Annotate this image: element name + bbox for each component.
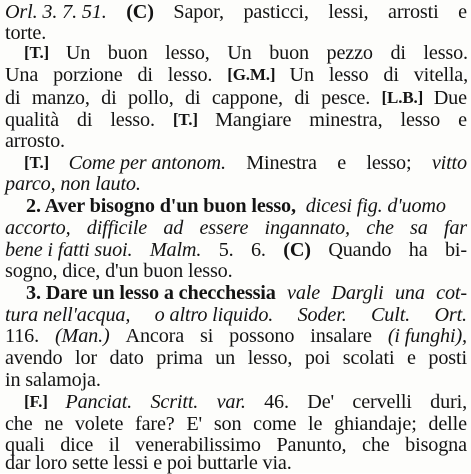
word: le [308,413,328,435]
text-line [24,391,467,413]
word: porzione [53,64,128,86]
word: il [108,434,125,456]
source-tag: [L.B.] [381,88,428,107]
text-line [5,413,467,435]
word: lesso. [167,64,218,86]
text-line [24,152,467,174]
word: di [5,87,26,109]
word: volete [74,413,129,435]
word: che [362,434,395,456]
sense-heading: 2. Aver bisogno d'un buon lesso, [26,195,301,217]
word: 6. [250,239,271,261]
text-line [26,195,471,217]
text-line [5,217,467,239]
word: cervelli [352,391,417,413]
word: cot- [436,282,467,304]
text-line [5,260,470,282]
definition-text: bene i fatti suoi. [5,239,138,261]
citation-ref: Panciat. [65,391,137,413]
word: Una [5,64,44,86]
word: prima [156,347,208,369]
text-line [26,282,467,304]
word: lesso, [247,347,298,369]
word: pesce. [321,87,376,109]
sense-heading: 3. Dare un lesso a checchessia [26,282,281,304]
citation-ref: Orl. 3. 7. 51. [5,1,112,23]
word: di [185,87,206,109]
word: Dargli [331,282,389,304]
text-line [5,87,467,109]
word: Un [227,42,257,64]
word: di [76,109,98,131]
source-tag: [T.] [24,153,54,172]
definition-text: parco, non lauto. [5,173,141,195]
word: e [458,1,467,23]
text-line [5,109,467,131]
word: lor [74,347,102,369]
word: ingannato, [264,217,355,239]
citation-ref: Soder. [297,304,352,326]
word: di [383,64,404,86]
word: quali [5,434,50,456]
word: vitto [431,152,467,174]
word: sogno, dice, d'un buon lesso. [5,260,233,282]
word: ne [44,413,68,435]
word: delle [428,413,467,435]
word: far [443,217,467,239]
word: Panunto, [276,434,352,456]
word: De' [307,391,339,413]
word: Quando [328,239,397,261]
citation-ref: var. [216,391,251,413]
word: essere [199,217,254,239]
citation-ref: Scritt. [150,391,204,413]
word: di [294,87,315,109]
word: pasticci, [243,1,314,23]
word: sa [410,217,433,239]
word: avendo [5,347,68,369]
citation-ref: Ort. [434,304,467,326]
definition-text: o altro liquido. [154,304,279,326]
word: buon [269,42,314,64]
word: Due [433,87,467,109]
citation-ref: Cult. [370,304,415,326]
word: qualità [5,109,64,131]
word: ad [163,217,189,239]
word: che [5,413,38,435]
word: possono [229,325,300,347]
citation-ref: Malm. [149,239,207,261]
word: Minestra [246,152,322,174]
word: ha [408,239,433,261]
word: minestra, [309,109,388,131]
word: duri, [430,391,467,413]
word: Un [65,42,96,64]
word: e [337,152,351,174]
word: lesso. [423,42,468,64]
word: e [458,109,467,131]
source-tag: [G.M.] [227,65,280,84]
word: 5. [218,239,239,261]
word: pollo, [127,87,179,109]
word: arrosto. [5,130,65,152]
word: bisogna [405,434,467,456]
word: dato [109,347,149,369]
text-line [5,325,467,347]
word: bi- [444,239,467,261]
word: e [407,347,421,369]
word: lesso, [165,42,215,64]
source-mark: (Man.) [54,325,115,347]
source-tag: [T.] [172,110,202,129]
word: lesso; [366,152,417,174]
definition-text: dicesi fig. d'uomo [305,195,446,217]
source-mark: (C) [126,1,159,23]
text-line [5,369,470,391]
word: si [200,325,219,347]
word: di [101,87,122,109]
word: dar loro sette lessi e poi buttarle via. [5,452,292,474]
text-line [5,452,470,474]
word: vitella, [413,64,468,86]
word: di [390,42,411,64]
text-line [5,1,467,23]
definition-text: tura nell'acqua, [5,304,136,326]
word: posti [428,347,467,369]
word: lesso [400,109,446,131]
word: buon [107,42,153,64]
word: 46. [264,391,294,413]
word: Ancora [125,325,189,347]
source-tag: [F.] [24,392,52,411]
word: ghiandaje; [334,413,422,435]
text-line [5,304,467,326]
word: son [213,413,247,435]
word: in salamoja. [5,369,101,391]
word: difficile [86,217,152,239]
text-line [24,42,468,64]
word: accorto, [5,217,76,239]
word: fare? [135,413,180,435]
word: una [394,282,430,304]
word: Mangiare [215,109,297,131]
source-tag: [T.] [24,43,54,62]
word: dice [60,434,99,456]
word: di [137,64,158,86]
word: come [253,413,302,435]
word: pezzo [326,42,378,64]
word: lessi, [328,1,374,23]
text-line [5,64,468,86]
source-mark: (C) [283,239,316,261]
word: Un [289,64,319,86]
word: lesso [328,64,374,86]
usage-label: Come per antonom. [68,152,231,174]
word: che [366,217,399,239]
word: arrosti [388,1,444,23]
word: E' [186,413,207,435]
word: (i funghi), [387,325,467,347]
word: lesso. [110,109,160,131]
word: scolati [342,347,400,369]
text-line [5,130,470,152]
text-line [5,22,470,44]
word: insalare [310,325,377,347]
text-line [5,173,470,195]
word: 116. [5,325,44,347]
word: Sapor, [173,1,229,23]
word: torte. [5,22,47,44]
text-line [5,347,467,369]
word: poi [304,347,336,369]
word: cappone, [211,87,288,109]
word: venerabilissimo [135,434,266,456]
word: manzo, [31,87,95,109]
text-line [5,239,467,261]
word: vale [287,282,325,304]
word: un [215,347,241,369]
